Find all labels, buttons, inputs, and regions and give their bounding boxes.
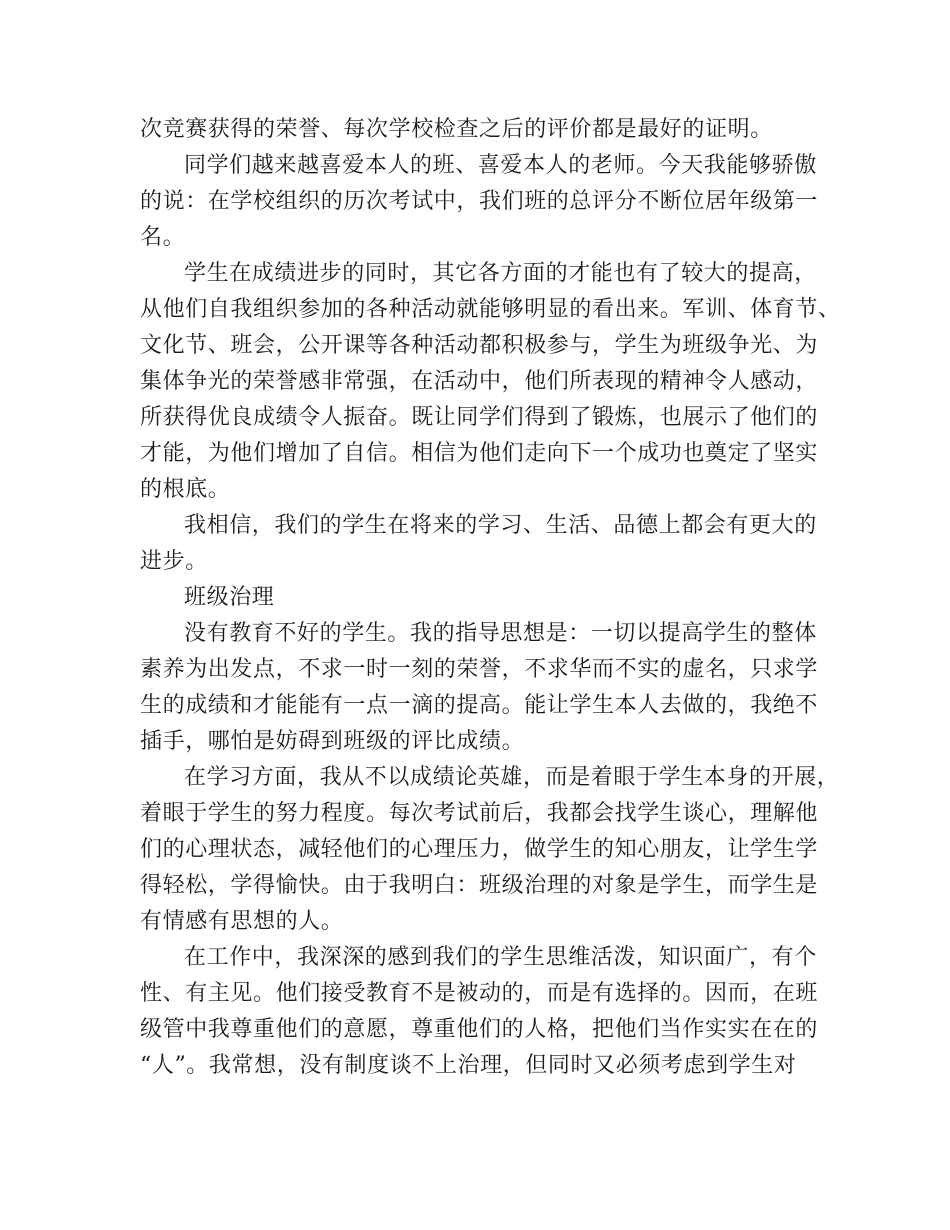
text-line-9: 所获得优良成绩令人振奋。既让同学们得到了锻炼，也展示了他们的 [140, 405, 819, 430]
text-line-21: 们的心理状态，减轻他们的心理压力，做学生的知心朋友，让学生学 [140, 837, 819, 862]
text-line-24: 在工作中，我深深的感到我们的学生思维活泼，知识面广，有个 [184, 945, 817, 970]
text-line-17: 生的成绩和才能能有一点一滴的提高。能让学生本人去做的，我绝不 [140, 693, 819, 718]
text-line-6: 从他们自我组织参加的各种活动就能够明显的看出来。军训、体育节、 [140, 297, 841, 322]
text-line-12: 我相信，我们的学生在将来的学习、生活、品德上都会有更大的 [184, 513, 817, 538]
text-line-3: 的说：在学校组织的历次考试中，我们班的总评分不断位居年级第一 [140, 189, 819, 214]
text-line-7: 文化节、班会，公开课等各种活动都积极参与，学生为班级争光、为 [140, 333, 819, 358]
text-line-2: 同学们越来越喜爱本人的班、喜爱本人的老师。今天我能够骄傲 [184, 153, 817, 178]
text-line-18: 插手，哪怕是妨碍到班级的评比成绩。 [140, 729, 525, 754]
text-line-1: 次竞赛获得的荣誉、每次学校检查之后的评价都是最好的证明。 [140, 117, 773, 142]
text-line-25: 性、有主见。他们接受教育不是被动的，而是有选择的。因而，在班 [140, 981, 819, 1006]
text-line-19: 在学习方面，我从不以成绩论英雄，而是着眼于学生本身的开展， [184, 765, 840, 790]
text-line-5: 学生在成绩进步的同时，其它各方面的才能也有了较大的提高， [184, 261, 817, 286]
text-line-11: 的根底。 [140, 477, 231, 502]
text-line-8: 集体争光的荣誉感非常强，在活动中，他们所表现的精神令人感动， [140, 369, 819, 394]
text-line-26: 级管中我尊重他们的意愿，尊重他们的人格，把他们当作实实在在的 [140, 1017, 819, 1042]
text-line-13: 进步。 [140, 549, 208, 574]
text-line-16: 素养为出发点，不求一时一刻的荣誉，不求华而不实的虚名，只求学 [140, 657, 819, 682]
text-line-27: “人”。我常想，没有制度谈不上治理，但同时又必须考虑到学生对 [140, 1053, 797, 1078]
text-line-22: 得轻松，学得愉快。由于我明白：班级治理的对象是学生，而学生是 [140, 873, 819, 898]
text-line-23: 有情感有思想的人。 [140, 909, 344, 934]
text-line-10: 才能，为他们增加了自信。相信为他们走向下一个成功也奠定了坚实 [140, 441, 819, 466]
text-line-15: 没有教育不好的学生。我的指导思想是：一切以提高学生的整体 [184, 621, 817, 646]
text-line-4: 名。 [140, 225, 186, 250]
text-line-20: 着眼于学生的努力程度。每次考试前后，我都会找学生谈心，理解他 [140, 801, 819, 826]
section-heading: 班级治理 [184, 585, 275, 610]
